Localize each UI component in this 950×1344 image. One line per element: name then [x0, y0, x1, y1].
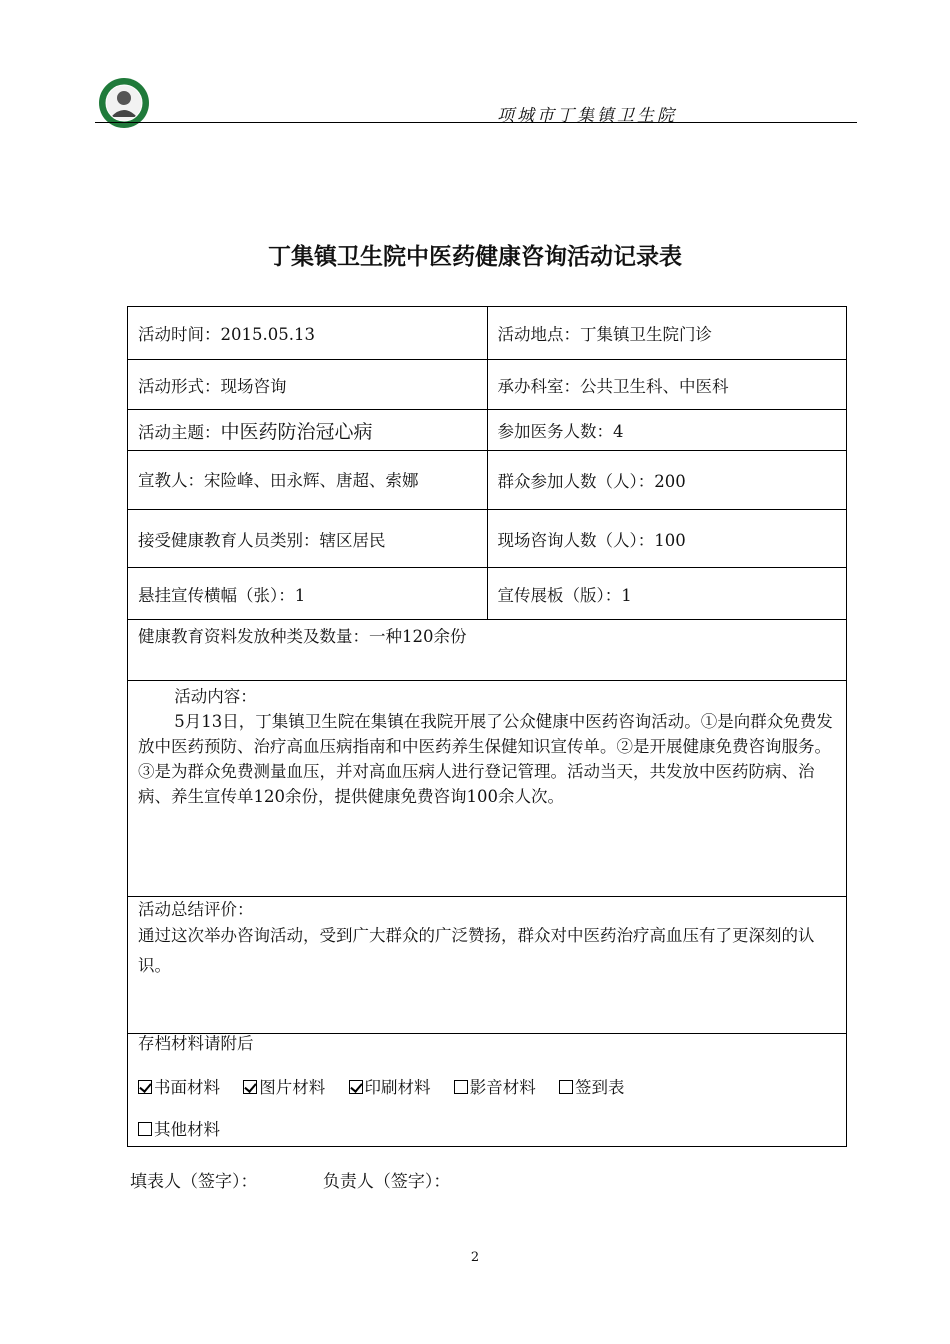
empty-box-icon	[454, 1080, 468, 1094]
staff-count-cell: 参加医务人数：4	[487, 410, 847, 451]
summary-label: 活动总结评价：	[138, 900, 254, 919]
audience-cell: 接受健康教育人员类别：辖区居民	[128, 510, 488, 568]
archive-option-other[interactable]: 其他材料	[138, 1120, 220, 1139]
hospital-name-header: 项城市丁集镇卫生院	[497, 106, 677, 126]
checked-box-icon	[243, 1080, 257, 1094]
banners-cell: 悬挂宣传横幅（张）：1	[128, 568, 488, 620]
archive-option-written[interactable]: 书面材料	[138, 1078, 220, 1097]
theme-label: 活动主题：	[138, 422, 221, 442]
consult-count-cell: 现场咨询人数（人）：100	[487, 510, 847, 568]
empty-box-icon	[138, 1122, 152, 1136]
department-cell: 承办科室：公共卫生科、中医科	[487, 360, 847, 410]
archive-option-printed[interactable]: 印刷材料	[349, 1078, 431, 1097]
header-divider	[95, 122, 857, 123]
activity-location-cell: 活动地点：丁集镇卫生院门诊	[487, 307, 847, 360]
activity-form-cell: 活动形式：现场咨询	[128, 360, 488, 410]
activity-record-table	[127, 306, 847, 1147]
content-text: 5月13日，丁集镇卫生院在集镇在我院开展了公众健康中医药咨询活动。①是向群众免费发放中医药预防、治疗高血压病指南和中医药养生保健知识宣传单。②是开展健康免费咨询服务。③是为群众免费测量血压，并对高血压病人进行登记管理。活动当天，共发放中医药防病、治病、养生宣传单120余份，提供健康免费咨询100余人次。	[138, 712, 833, 806]
checked-box-icon	[138, 1080, 152, 1094]
filler-signature-label: 填表人（签字）：	[130, 1172, 258, 1192]
archive-option-pictures[interactable]: 图片材料	[243, 1078, 325, 1097]
materials-cell: 健康教育资料发放种类及数量：一种120余份	[128, 620, 847, 681]
boards-cell: 宣传展板（版）：1	[487, 568, 847, 620]
activity-theme-cell	[128, 410, 488, 451]
document-title: 丁集镇卫生院中医药健康咨询活动记录表	[268, 244, 682, 270]
activity-time-cell: 活动时间：2015.05.13	[128, 307, 488, 360]
activity-summary-cell	[128, 897, 847, 1034]
activity-content-cell	[128, 681, 847, 897]
content-label: 活动内容：	[174, 687, 257, 706]
archive-materials-cell	[128, 1034, 847, 1147]
archive-label: 存档材料请附后	[138, 1034, 254, 1053]
archive-options-row	[138, 1078, 836, 1098]
signature-line	[130, 1167, 510, 1192]
checked-box-icon	[349, 1080, 363, 1094]
public-count-cell: 群众参加人数（人）：200	[487, 451, 847, 510]
theme-value: 中医药防治冠心病	[220, 420, 373, 443]
educators-cell: 宣教人：宋险峰、田永辉、唐超、索娜	[128, 451, 488, 510]
page-number: 2	[470, 1250, 480, 1265]
summary-text: 通过这次举办咨询活动，受到广大群众的广泛赞扬，群众对中医药治疗高血压有了更深刻的认识。	[138, 926, 815, 975]
archive-option-audio-video[interactable]: 影音材料	[454, 1078, 536, 1097]
archive-option-signin-sheet[interactable]: 签到表	[559, 1078, 625, 1097]
empty-box-icon	[559, 1080, 573, 1094]
responsible-signature-label: 负责人（签字）：	[322, 1172, 451, 1192]
